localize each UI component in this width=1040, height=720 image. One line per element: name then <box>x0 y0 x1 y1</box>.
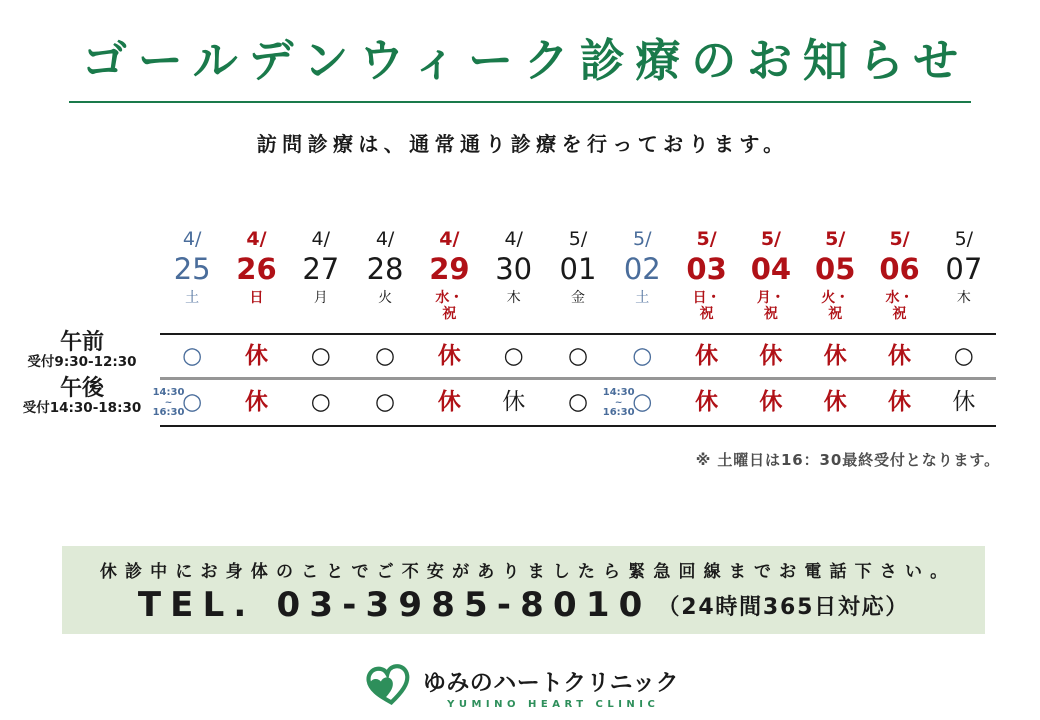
schedule-cell: 14:30 ~ 16:30 ○ <box>602 386 653 418</box>
schedule-cell: ○ <box>310 342 331 369</box>
double-heart-icon <box>361 660 417 714</box>
emergency-contact-box <box>62 546 985 634</box>
schedule-cell: ○ <box>182 342 203 369</box>
date-header: 5/ 05 火・祝 <box>815 228 856 323</box>
date-header: 5/ 07 木 <box>945 228 983 306</box>
schedule-cell: 休 <box>888 389 912 415</box>
date-header: 5/ 02 土 <box>623 228 661 306</box>
date-header: 4/ 26 日 <box>236 228 277 306</box>
date-header: 5/ 04 月・祝 <box>750 228 792 323</box>
saturday-last-reception-note: ※ 土曜日は16：30最終受付となります。 <box>695 451 1000 469</box>
schedule-cell: ○ <box>375 342 396 369</box>
schedule-cell: ○ <box>375 389 396 415</box>
date-header-row <box>160 228 996 333</box>
schedule-cell: 休 <box>759 342 783 369</box>
home-visit-note: 訪問診療は、通常通り診療を行っております。 <box>256 132 789 156</box>
date-header: 5/ 01 金 <box>559 228 597 306</box>
afternoon-row <box>152 377 996 427</box>
schedule-cell: ○ <box>567 389 589 415</box>
date-header: 4/ 27 月 <box>302 228 340 306</box>
afternoon-row-label: 午後 受付14:30-18:30 <box>22 376 142 417</box>
clinic-name-jp: ゆみのハートクリニック <box>422 670 680 696</box>
schedule-cell: 休 <box>244 342 268 369</box>
schedule-cell: 休 <box>437 389 461 415</box>
morning-row <box>160 333 996 377</box>
schedule-table <box>152 228 996 427</box>
schedule-cell: 休 <box>695 342 719 369</box>
schedule-cell: 休 <box>823 389 847 415</box>
schedule-cell: ○ <box>503 342 524 369</box>
date-header: 4/ 29 水・祝 <box>429 228 470 323</box>
page-title: ゴールデンウィーク診療のお知らせ <box>69 24 971 103</box>
schedule-cell: 休 <box>437 342 461 369</box>
saturday-hours-note: 14:30 ~ 16:30 <box>152 386 185 418</box>
schedule-cell: ○ <box>310 389 331 415</box>
clinic-name-block <box>423 664 679 710</box>
saturday-hours-note: 14:30 ~ 16:30 <box>602 386 635 418</box>
morning-row-label: 午前 受付9:30-12:30 <box>27 330 137 371</box>
schedule-cell: 休 <box>952 389 976 415</box>
date-header: 4/ 30 木 <box>495 228 533 306</box>
schedule-cell: 休 <box>244 389 268 415</box>
schedule-cell: 休 <box>759 389 783 415</box>
schedule-cell: 14:30 ~ 16:30 ○ <box>152 386 203 418</box>
schedule-cell: ○ <box>567 342 589 369</box>
schedule-cell: 休 <box>502 389 526 415</box>
emergency-message: 休診中にお身体のことでご不安がありましたら緊急回線までお電話下さい。 <box>99 562 956 582</box>
date-header: 4/ 25 土 <box>173 228 211 306</box>
schedule-cell: ○ <box>953 342 974 369</box>
date-header: 5/ 06 水・祝 <box>879 228 920 323</box>
clinic-name-en: YUMINO HEART CLINIC <box>447 699 660 710</box>
clinic-logo <box>361 660 679 714</box>
schedule-cell: ○ <box>632 342 653 369</box>
schedule-cell: 休 <box>888 342 912 369</box>
date-header: 5/ 03 日・祝 <box>686 228 727 323</box>
phone-line <box>62 585 985 625</box>
phone-availability: （24時間365日対応） <box>657 594 910 620</box>
phone-number: TEL. 03-3985-8010 <box>137 585 652 625</box>
schedule-cell: 休 <box>823 342 847 369</box>
date-header: 4/ 28 火 <box>366 228 404 306</box>
title-wrap <box>0 24 1040 103</box>
schedule-cell: 休 <box>695 389 719 415</box>
